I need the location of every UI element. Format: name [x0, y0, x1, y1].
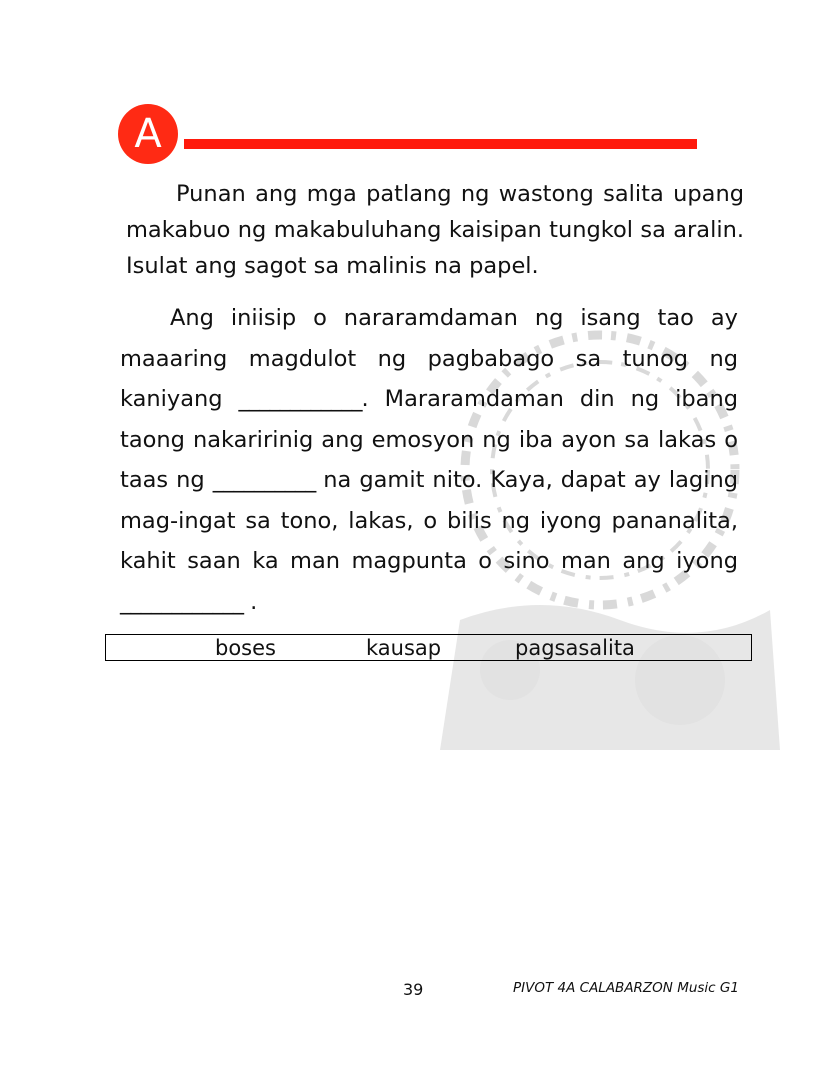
answer-blank-1: ____________	[238, 386, 362, 412]
page-number: 39	[403, 980, 424, 999]
paragraph-part-2: . Mararamdaman din ng ibang taong nakaririnig ang emosyon ng iba ayon sa lakas o taas ng	[120, 386, 738, 493]
paragraph-part-1: Ang iniisip o nararamdaman ng isang tao ay maaaring magdulot ng pagbabago sa tunog ng kaniyang	[120, 305, 738, 412]
paragraph-part-4: .	[243, 588, 258, 615]
footer-title: PIVOT 4A CALABARZON Music G1	[513, 980, 739, 996]
paragraph-part-3: na gamit nito. Kaya, dapat ay laging mag-ingat sa tono, lakas, o bilis ng iyong pananalita, kahit saan ka man magpunta o sino man ang iyong	[120, 467, 738, 574]
answer-blank-3: ____________	[120, 588, 243, 615]
section-divider-rule	[184, 139, 697, 149]
fill-in-paragraph	[120, 298, 738, 622]
word-bank-box	[105, 634, 752, 661]
instructions-text: Punan ang mga patlang ng wastong salita upang makabuo ng makabuluhang kaisipan tungkol sa aralin. Isulat ang sagot sa malinis na papel.	[126, 181, 744, 279]
word-bank-item: pagsasalita	[515, 636, 635, 660]
answer-blank-2: __________	[212, 467, 316, 493]
word-bank-item: boses	[215, 636, 276, 660]
word-bank-item: kausap	[366, 636, 442, 660]
section-badge: A	[118, 104, 178, 164]
